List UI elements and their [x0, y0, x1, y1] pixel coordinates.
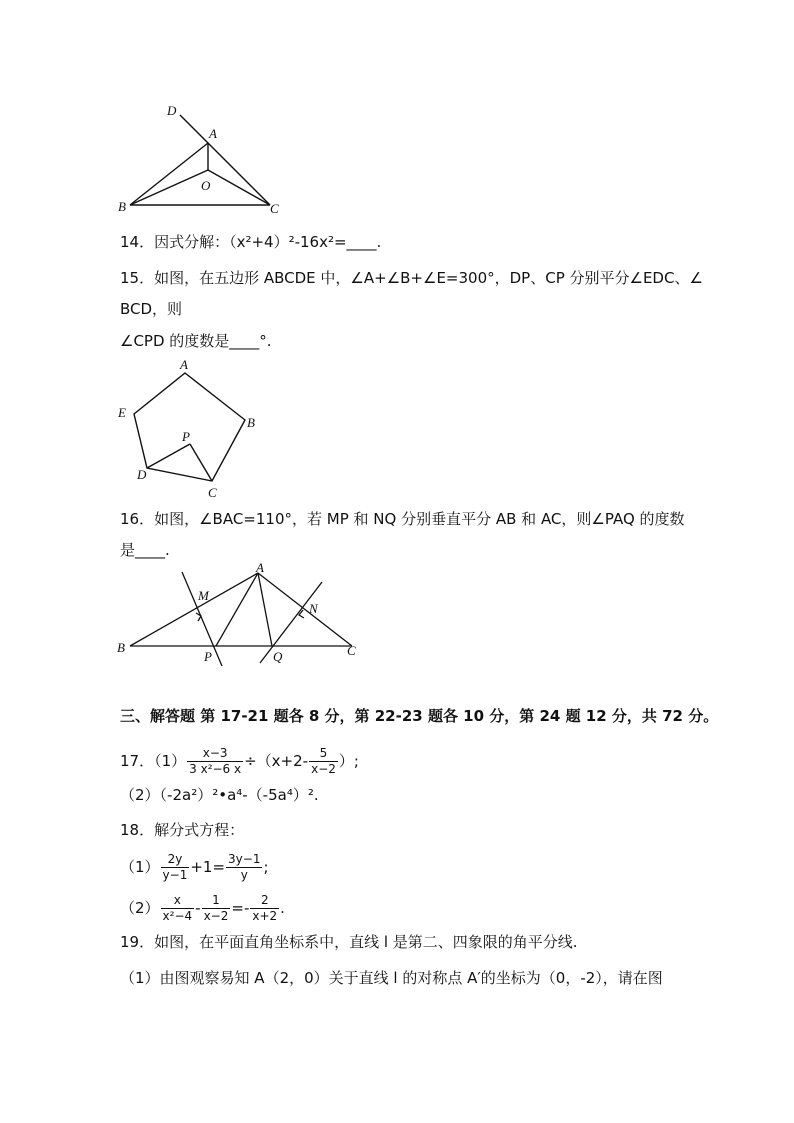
q18-b-numerator: 3y−1	[228, 852, 261, 866]
q18-a-denominator: y−1	[162, 868, 188, 882]
label-m: M	[198, 588, 209, 603]
question-19-line1: 19．如图，在平面直角坐标系中，直线 l 是第二、四象限的角平分线.	[120, 933, 578, 951]
q17-divide: ÷（x+2-	[244, 752, 309, 770]
label-a: A	[256, 560, 264, 575]
section-3-heading: 三、解答题 第 17-21 题各 8 分，第 22-23 题各 10 分，第 24 题 12 分，共 72 分。	[120, 707, 719, 725]
q18-plus-one-equals: +1=	[190, 858, 226, 876]
question-15-line3: ∠CPD 的度数是____°.	[120, 332, 272, 350]
q18-p2-suffix: .	[280, 899, 285, 917]
question-17-part1	[120, 742, 359, 780]
figure-triangle-abc-o	[110, 95, 290, 220]
figure-perpendicular-bisectors	[110, 560, 365, 670]
q18-d-denominator: x−2	[203, 909, 229, 923]
label-b: B	[118, 199, 126, 214]
label-a: A	[209, 126, 217, 141]
q17-f2-numerator: 5	[319, 746, 328, 760]
segment-oc	[208, 170, 270, 205]
figure-pentagon-abcde	[110, 357, 270, 502]
question-19-line2: （1）由图观察易知 A（2，0）关于直线 l 的对称点 A′的坐标为（0，-2），请在图	[120, 969, 663, 987]
q18-fraction-a	[161, 852, 190, 883]
label-p: P	[204, 649, 212, 664]
segment-ap	[216, 573, 258, 646]
question-17-part2: （2）（-2a²）²•a⁴-（-5a⁴）².	[120, 786, 319, 804]
segment-pc	[190, 444, 212, 481]
q17-f1-numerator: x−3	[202, 746, 228, 760]
question-16-line1: 16．如图，∠BAC=110°，若 MP 和 NQ 分别垂直平分 AB 和 AC，则∠PAQ 的度数	[120, 510, 685, 528]
question-16-line2: 是____.	[120, 541, 170, 559]
segment-ac	[258, 573, 352, 646]
q18-fraction-b	[226, 852, 262, 883]
q17-f1-denominator: 3 x²−6 x	[189, 762, 242, 776]
q18-c-denominator: x²−4	[162, 909, 193, 923]
label-a: A	[180, 357, 188, 372]
label-d: D	[137, 467, 147, 482]
q18-p1-prefix: （1）	[120, 858, 160, 876]
q17-fraction-1	[187, 746, 243, 777]
q18-minus: -	[195, 899, 201, 917]
label-e: E	[118, 405, 126, 420]
q18-fraction-d	[202, 893, 231, 924]
question-18-part1	[120, 848, 269, 886]
q18-fraction-c	[161, 893, 195, 924]
segment-ba	[130, 143, 208, 205]
segment-bo	[130, 170, 208, 205]
label-b: B	[117, 640, 125, 655]
question-14: 14．因式分解：（x²+4）²-16x²=____.	[120, 233, 382, 251]
line-mp	[182, 572, 222, 666]
segment-dp	[147, 444, 190, 468]
q17-prefix: 17．（1）	[120, 752, 187, 770]
label-o: O	[201, 178, 211, 193]
label-p: P	[182, 429, 190, 444]
q18-b-denominator: y	[226, 867, 262, 883]
label-b: B	[247, 415, 255, 430]
label-c: C	[208, 485, 217, 500]
q18-equals-minus: =-	[231, 899, 250, 917]
q17-f2-denominator: x−2	[311, 762, 336, 776]
segment-dc	[180, 115, 270, 205]
label-n: N	[309, 601, 318, 616]
q18-fraction-e	[250, 893, 279, 924]
label-d: D	[167, 103, 177, 118]
q18-d-numerator: 1	[212, 893, 220, 907]
q18-c-numerator: x	[173, 893, 181, 907]
label-c: C	[270, 201, 279, 216]
q18-e-numerator: 2	[260, 893, 269, 907]
q17-fraction-2	[309, 746, 338, 777]
label-q: Q	[273, 649, 283, 664]
question-18-part2	[120, 889, 285, 927]
pentagon-outline	[134, 373, 245, 481]
q18-p2-prefix: （2）	[120, 899, 160, 917]
segment-ba	[130, 573, 258, 646]
line-nq	[260, 582, 322, 663]
q18-a-numerator: 2y	[167, 852, 183, 866]
q17-suffix: ）;	[338, 752, 359, 770]
question-18-title: 18．解分式方程：	[120, 821, 245, 839]
question-15-line2: BCD，则	[120, 300, 183, 318]
q18-p1-suffix: ;	[263, 858, 269, 876]
question-15-line1: 15．如图，在五边形 ABCDE 中，∠A+∠B+∠E=300°，DP、CP 分别平分∠EDC、∠	[120, 269, 703, 287]
label-c: C	[347, 643, 356, 658]
segment-aq	[258, 573, 272, 646]
q18-e-denominator: x+2	[252, 909, 278, 923]
